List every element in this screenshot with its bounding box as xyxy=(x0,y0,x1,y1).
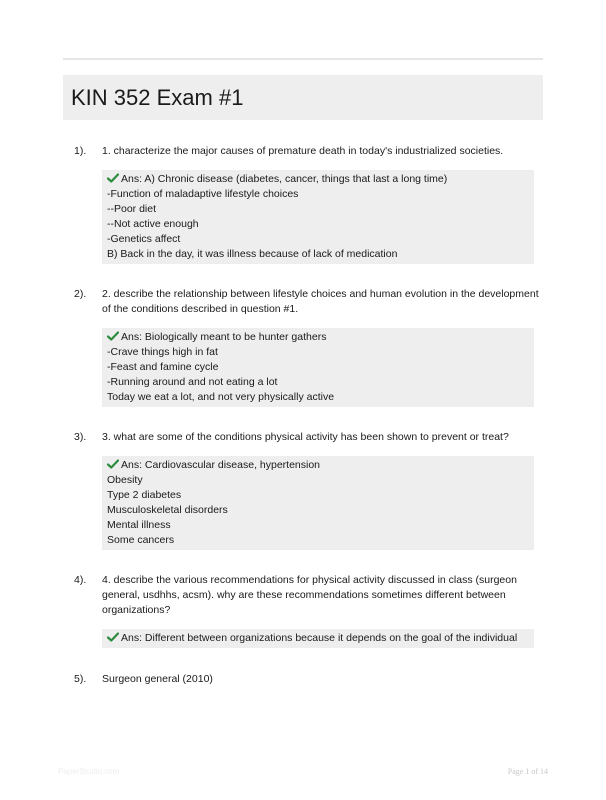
title-bar xyxy=(63,75,543,120)
question-text: 4. describe the various recommendations for physical activity discussed in class (surgeon general, usdhhs, acsm). why are these recommendations sometimes different between organizations? xyxy=(102,574,517,616)
answer-line: --Poor diet xyxy=(107,203,157,215)
answer-text: Ans: Cardiovascular disease, hypertension xyxy=(121,459,321,471)
question-2 xyxy=(74,287,544,407)
answer-box xyxy=(102,170,534,264)
answer-text: Ans: A) Chronic disease (diabetes, cancer, things that last a long time) xyxy=(121,173,448,185)
answer-box xyxy=(102,629,534,648)
answer-box xyxy=(102,456,534,550)
answer-line xyxy=(107,458,529,473)
answer-box xyxy=(102,328,534,407)
question-text: 2. describe the relationship between lifestyle choices and human evolution in the development of the conditions described in question #1. xyxy=(102,288,539,315)
answer-line: -Genetics affect xyxy=(107,233,181,245)
question-4 xyxy=(74,573,544,648)
question-number: 3). xyxy=(74,431,87,443)
question-text: 3. what are some of the conditions physical activity has been shown to prevent or treat? xyxy=(102,431,509,443)
top-divider xyxy=(63,58,543,60)
answer-line: Type 2 diabetes xyxy=(107,489,182,501)
page-title: KIN 352 Exam #1 xyxy=(71,84,244,110)
footer-watermark: PaperStudio.com xyxy=(58,767,120,776)
answer-line: -Crave things high in fat xyxy=(107,346,218,358)
answer-line: B) Back in the day, it was illness because of lack of medication xyxy=(107,248,398,260)
question-number: 4). xyxy=(74,574,87,586)
answer-line: Some cancers xyxy=(107,534,175,546)
question-1 xyxy=(74,144,544,264)
answer-line: Mental illness xyxy=(107,519,171,531)
check-icon xyxy=(107,173,119,183)
answer-line: -Feast and famine cycle xyxy=(107,361,219,373)
check-icon xyxy=(107,632,119,642)
question-text: Surgeon general (2010) xyxy=(102,673,213,685)
question-number: 2). xyxy=(74,288,87,300)
page-number: Page 1 of 14 xyxy=(507,767,548,776)
question-number: 5). xyxy=(74,673,87,685)
check-icon xyxy=(107,331,119,341)
answer-line: -Running around and not eating a lot xyxy=(107,376,278,388)
answer-text: Ans: Biologically meant to be hunter gathers xyxy=(121,331,327,343)
answer-line xyxy=(107,172,529,187)
answer-text: Ans: Different between organizations because it depends on the goal of the individual xyxy=(121,632,518,644)
answer-line: Musculoskeletal disorders xyxy=(107,504,228,516)
answer-line: Today we eat a lot, and not very physically active xyxy=(107,391,335,403)
check-icon xyxy=(107,459,119,469)
answer-line: Obesity xyxy=(107,474,143,486)
answer-line xyxy=(107,330,529,345)
answer-line xyxy=(107,631,529,646)
answer-line: --Not active enough xyxy=(107,218,199,230)
question-3 xyxy=(74,430,544,550)
question-text: 1. characterize the major causes of premature death in today's industrialized societies. xyxy=(102,145,504,157)
answer-line: -Function of maladaptive lifestyle choices xyxy=(107,188,299,200)
question-number: 1). xyxy=(74,145,87,157)
question-5 xyxy=(74,672,544,687)
